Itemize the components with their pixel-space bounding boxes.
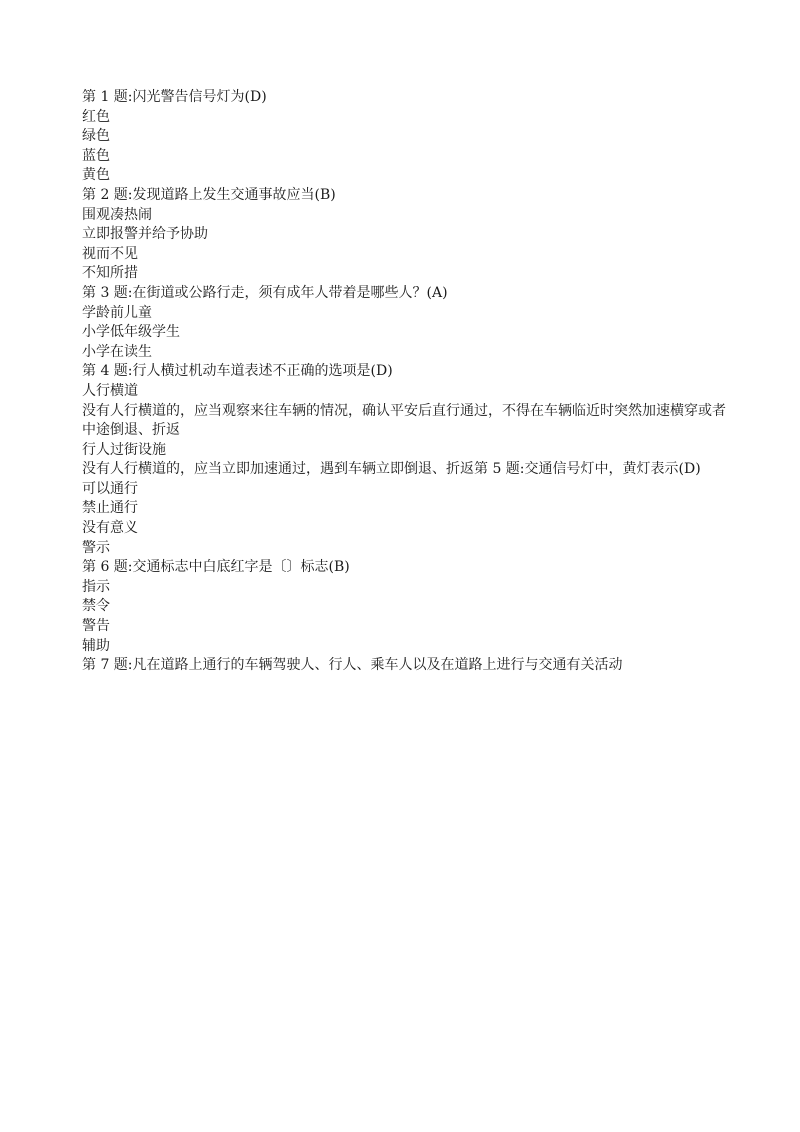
question-1-option-d: 黄色 [82,167,110,184]
question-6-option-a: 指示 [82,578,110,595]
question-4-option-d-and-question-5-title: 没有人行横道的，应当立即加速通过，遇到车辆立即倒退、折返第 5 题:交通信号灯中，黄灯表示(D) [82,461,701,478]
question-2-option-c: 视而不见 [82,245,138,262]
question-2-option-a: 围观凑热闹 [82,206,152,223]
question-1-option-a: 红色 [82,108,110,125]
question-5-option-b: 禁止通行 [82,500,138,517]
question-4-option-b: 没有人行横道的，应当观察来往车辆的情况，确认平安后直行通过，不得在车辆临近时突然加速横穿或者中途倒退、折返 [82,402,726,439]
question-4-option-c: 行人过街设施 [82,441,166,458]
question-1-title: 第 1 题:闪光警告信号灯为(D) [82,89,267,105]
question-6-option-b: 禁令 [82,598,110,615]
question-3-option-a: 学龄前儿童 [82,304,152,321]
question-3-option-c: 小学在读生 [82,343,152,360]
question-5-option-a: 可以通行 [82,480,138,497]
question-5-option-c: 没有意义 [82,520,138,537]
question-4-option-a: 人行横道 [82,382,138,399]
question-2-option-d: 不知所措 [82,265,138,282]
question-1-option-c: 蓝色 [82,147,110,164]
question-5-option-d: 警示 [82,539,110,556]
question-2-option-b: 立即报警并给予协助 [82,226,208,243]
question-3-title: 第 3 题:在街道或公路行走，须有成年人带着是哪些人？(A) [82,284,448,301]
question-4-title: 第 4 题:行人横过机动车道表述不正确的选项是(D) [82,363,393,380]
question-7-title: 第 7 题:凡在道路上通行的车辆驾驶人、行人、乘车人以及在道路上进行与交通有关活动 [82,657,623,674]
question-6-title: 第 6 题:交通标志中白底红字是〔〕标志(B) [82,559,350,576]
document-page [82,88,727,676]
question-1-option-b: 绿色 [82,128,110,145]
question-6-option-c: 警告 [82,618,110,635]
question-3-option-b: 小学低年级学生 [82,324,180,341]
question-2-title: 第 2 题:发现道路上发生交通事故应当(B) [82,186,336,203]
question-6-option-d: 辅助 [82,637,110,654]
